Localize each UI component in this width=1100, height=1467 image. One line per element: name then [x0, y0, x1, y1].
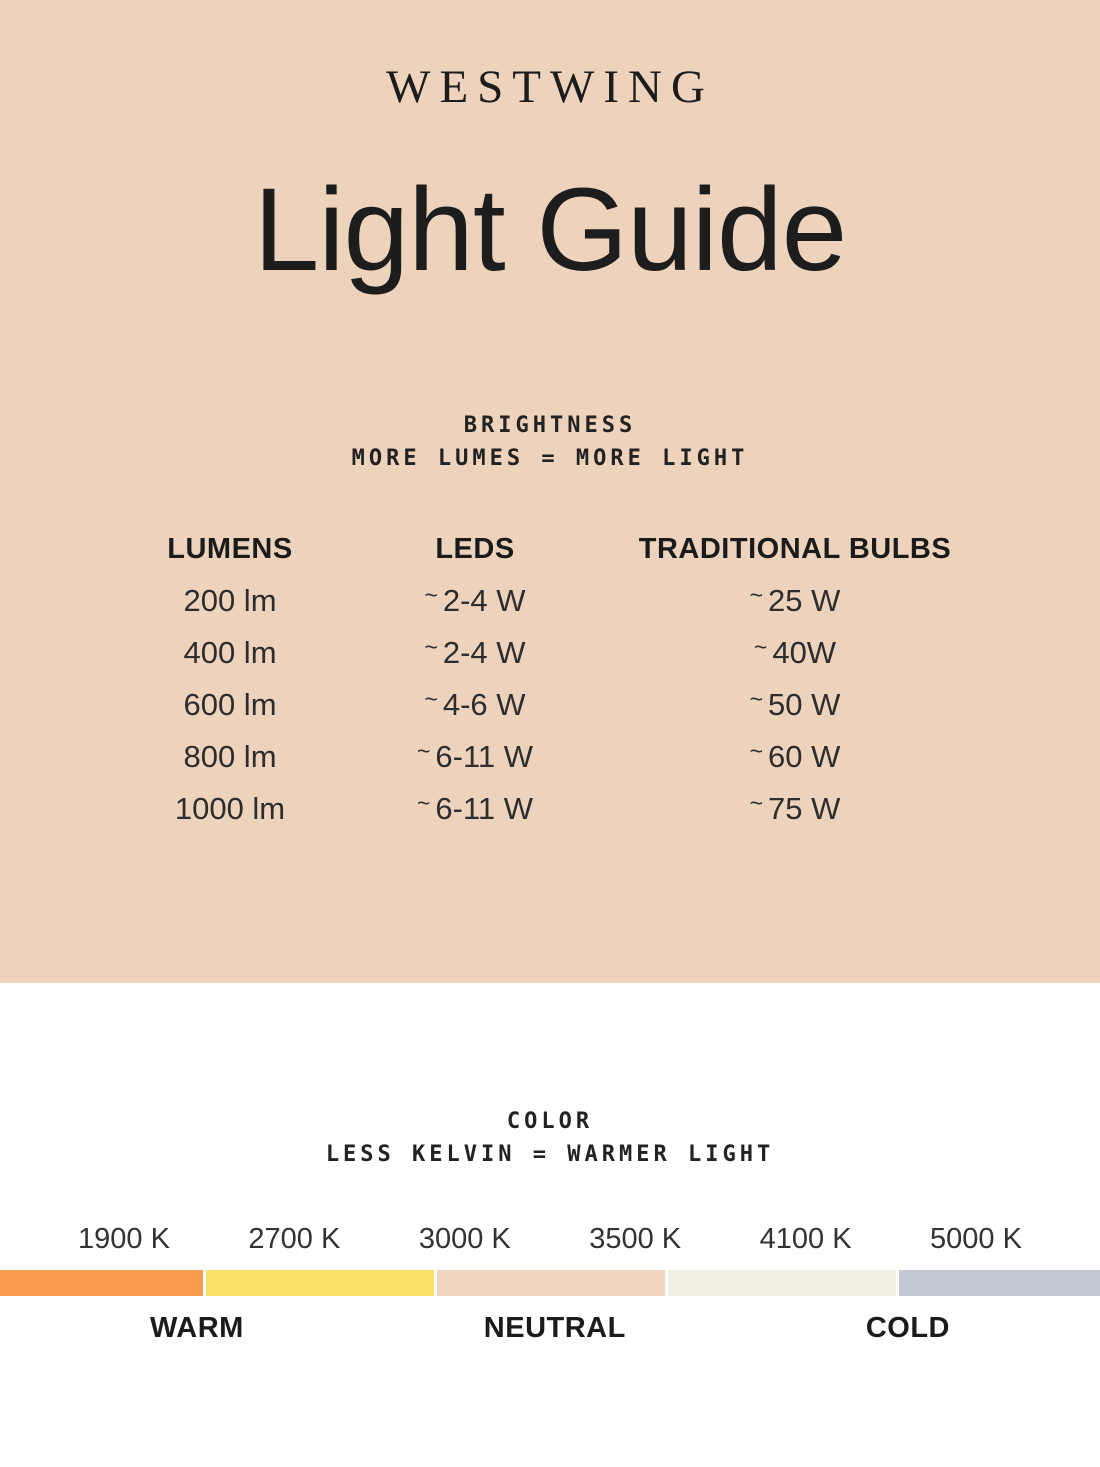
bulbs-value	[600, 791, 990, 827]
lumens-value: 800 lm	[183, 738, 277, 774]
approx-tilde: ~	[749, 685, 764, 712]
lumens-value: 600 lm	[183, 686, 277, 722]
approx-tilde: ~	[416, 737, 431, 764]
scale-segment-neutral-peach	[437, 1270, 665, 1296]
bulbs-watts: 25 W	[768, 582, 841, 618]
table-row	[110, 679, 990, 731]
leds-watts: 6-11 W	[435, 738, 534, 774]
kelvin-scale-labels	[0, 1223, 1100, 1256]
bulbs-watts: 50 W	[768, 686, 841, 722]
temperature-label-warm: WARM	[150, 1312, 244, 1344]
westwing-logo: WESTWING	[386, 61, 714, 113]
approx-tilde: ~	[749, 581, 764, 608]
color-section	[0, 983, 1100, 1467]
kelvin-label-3500: 3500 K	[589, 1223, 682, 1255]
leds-value	[350, 583, 600, 619]
scale-segment-warm-yellow	[206, 1270, 434, 1296]
brightness-table	[110, 533, 990, 835]
table-row	[110, 575, 990, 627]
table-row	[110, 731, 990, 783]
scale-segment-neutral-cream	[668, 1270, 896, 1296]
kelvin-label-2700: 2700 K	[248, 1223, 341, 1255]
bulbs-watts: 75 W	[768, 790, 841, 826]
leds-watts: 6-11 W	[435, 790, 534, 826]
temperature-label-cold: COLD	[865, 1312, 950, 1344]
lumens-value: 1000 lm	[174, 790, 286, 826]
brightness-heading: BRIGHTNESS	[463, 412, 637, 438]
leds-watts: 2-4 W	[442, 634, 526, 670]
brightness-heading-block	[0, 409, 1100, 475]
approx-tilde: ~	[424, 581, 438, 608]
approx-tilde: ~	[416, 789, 431, 816]
table-header-row	[110, 533, 990, 566]
leds-value	[350, 635, 600, 671]
approx-tilde: ~	[749, 737, 764, 764]
kelvin-label-1900: 1900 K	[78, 1223, 170, 1255]
bulbs-value	[600, 583, 990, 619]
bulbs-value	[600, 739, 990, 775]
scale-segment-warm-orange	[0, 1270, 203, 1296]
temperature-labels	[0, 1312, 1100, 1345]
table-row	[110, 783, 990, 835]
kelvin-label-4100: 4100 K	[759, 1223, 852, 1255]
lumens-value: 200 lm	[183, 582, 277, 618]
color-heading: COLOR	[506, 1109, 594, 1134]
leds-value	[350, 791, 600, 827]
leds-value	[350, 739, 600, 775]
page-title: Light Guide	[253, 164, 847, 296]
lumens-value: 400 lm	[183, 634, 277, 670]
bulbs-watts: 60 W	[768, 738, 841, 774]
kelvin-label-5000: 5000 K	[930, 1223, 1022, 1255]
approx-tilde: ~	[424, 633, 438, 660]
column-header-lumens: LUMENS	[167, 532, 293, 565]
scale-segment-cold-blue-gray	[899, 1270, 1100, 1296]
bulbs-value	[600, 635, 990, 671]
bulbs-value	[600, 687, 990, 723]
color-temperature-bar	[0, 1270, 1100, 1296]
kelvin-label-3000: 3000 K	[418, 1223, 511, 1255]
approx-tilde: ~	[424, 685, 438, 712]
bulbs-watts: 40W	[772, 634, 837, 670]
temperature-label-neutral: NEUTRAL	[483, 1312, 626, 1344]
leds-value	[350, 687, 600, 723]
color-heading-block	[0, 1105, 1100, 1171]
color-subheading: LESS KELVIN = WARMER LIGHT	[325, 1142, 775, 1167]
leds-watts: 4-6 W	[442, 686, 526, 722]
leds-watts: 2-4 W	[442, 582, 526, 618]
column-header-leds: LEDS	[435, 532, 515, 565]
approx-tilde: ~	[753, 633, 768, 660]
brightness-subheading: MORE LUMES = MORE LIGHT	[351, 445, 749, 471]
column-header-traditional-bulbs: TRADITIONAL BULBS	[638, 532, 952, 565]
table-row	[110, 627, 990, 679]
approx-tilde: ~	[749, 789, 764, 816]
